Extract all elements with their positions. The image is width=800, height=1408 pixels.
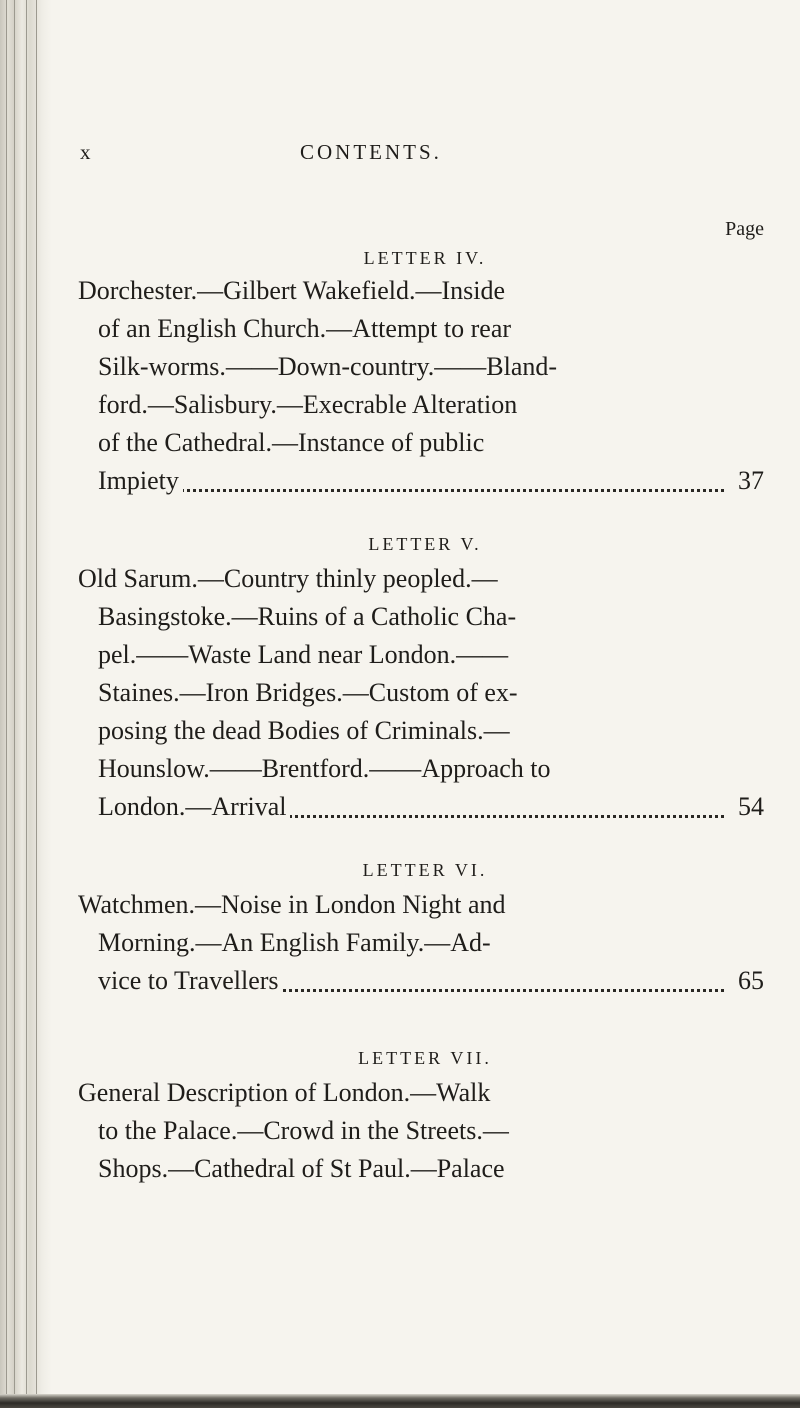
entry-line: London.—Arrival — [98, 792, 290, 821]
entry-line: to the Palace.—Crowd in the Streets.— — [98, 1116, 509, 1145]
entry-line: pel.——Waste Land near London.—— — [98, 640, 509, 669]
entry-last-line — [98, 962, 764, 1000]
letter-heading: LETTER VII. — [358, 1048, 492, 1068]
page-bottom-edge — [0, 1394, 800, 1408]
entry-line: Morning.—An English Family.—Ad- — [98, 928, 491, 957]
entry-line: Hounslow.——Brentford.——Approach to — [98, 754, 551, 783]
page-column-label: Page — [725, 218, 764, 240]
binding-line — [6, 0, 7, 1408]
entry-last-line — [98, 462, 764, 500]
dot-leader — [98, 489, 724, 492]
entry-page-number: 37 — [734, 462, 764, 500]
entry-line: Silk-worms.——Down-country.——Bland- — [98, 352, 558, 381]
entry-line: Old Sarum.—Country thinly peopled.— — [78, 564, 498, 593]
entry-line: Staines.—Iron Bridges.—Custom of ex- — [98, 678, 518, 707]
entry-last-line — [98, 788, 764, 826]
letter-heading: LETTER IV. — [363, 248, 487, 268]
binding-line — [26, 0, 27, 1408]
entry-line: General Description of London.—Walk — [78, 1078, 491, 1107]
letter-heading: LETTER VI. — [362, 860, 488, 880]
entry-line: Shops.—Cathedral of St Paul.—Palace — [98, 1154, 505, 1183]
entry-line: Dorchester.—Gilbert Wakefield.—Inside — [78, 276, 506, 305]
running-head: CONTENTS. — [300, 140, 442, 164]
toc-entry — [78, 1074, 764, 1188]
entry-line: of the Cathedral.—Instance of public — [98, 428, 485, 457]
entry-line: posing the dead Bodies of Criminals.— — [98, 716, 510, 745]
page-header — [80, 140, 760, 172]
toc-entry — [78, 272, 764, 500]
entry-line: vice to Travellers — [98, 966, 283, 995]
entry-page-number: 65 — [734, 962, 764, 1000]
binding-line — [14, 0, 15, 1408]
entry-line: Basingstoke.—Ruins of a Catholic Cha- — [98, 602, 517, 631]
entry-line: Watchmen.—Noise in London Night and — [78, 890, 506, 919]
entry-line: ford.—Salisbury.—Execrable Alteration — [98, 390, 518, 419]
toc-entry — [78, 886, 764, 1000]
binding-line — [36, 0, 37, 1408]
letter-heading: LETTER V. — [368, 534, 482, 554]
entry-line: Impiety — [98, 466, 183, 495]
page-number: x — [80, 140, 94, 164]
entry-page-number: 54 — [734, 788, 764, 826]
toc-entry — [78, 560, 764, 826]
entry-line: of an English Church.—Attempt to rear — [98, 314, 512, 343]
